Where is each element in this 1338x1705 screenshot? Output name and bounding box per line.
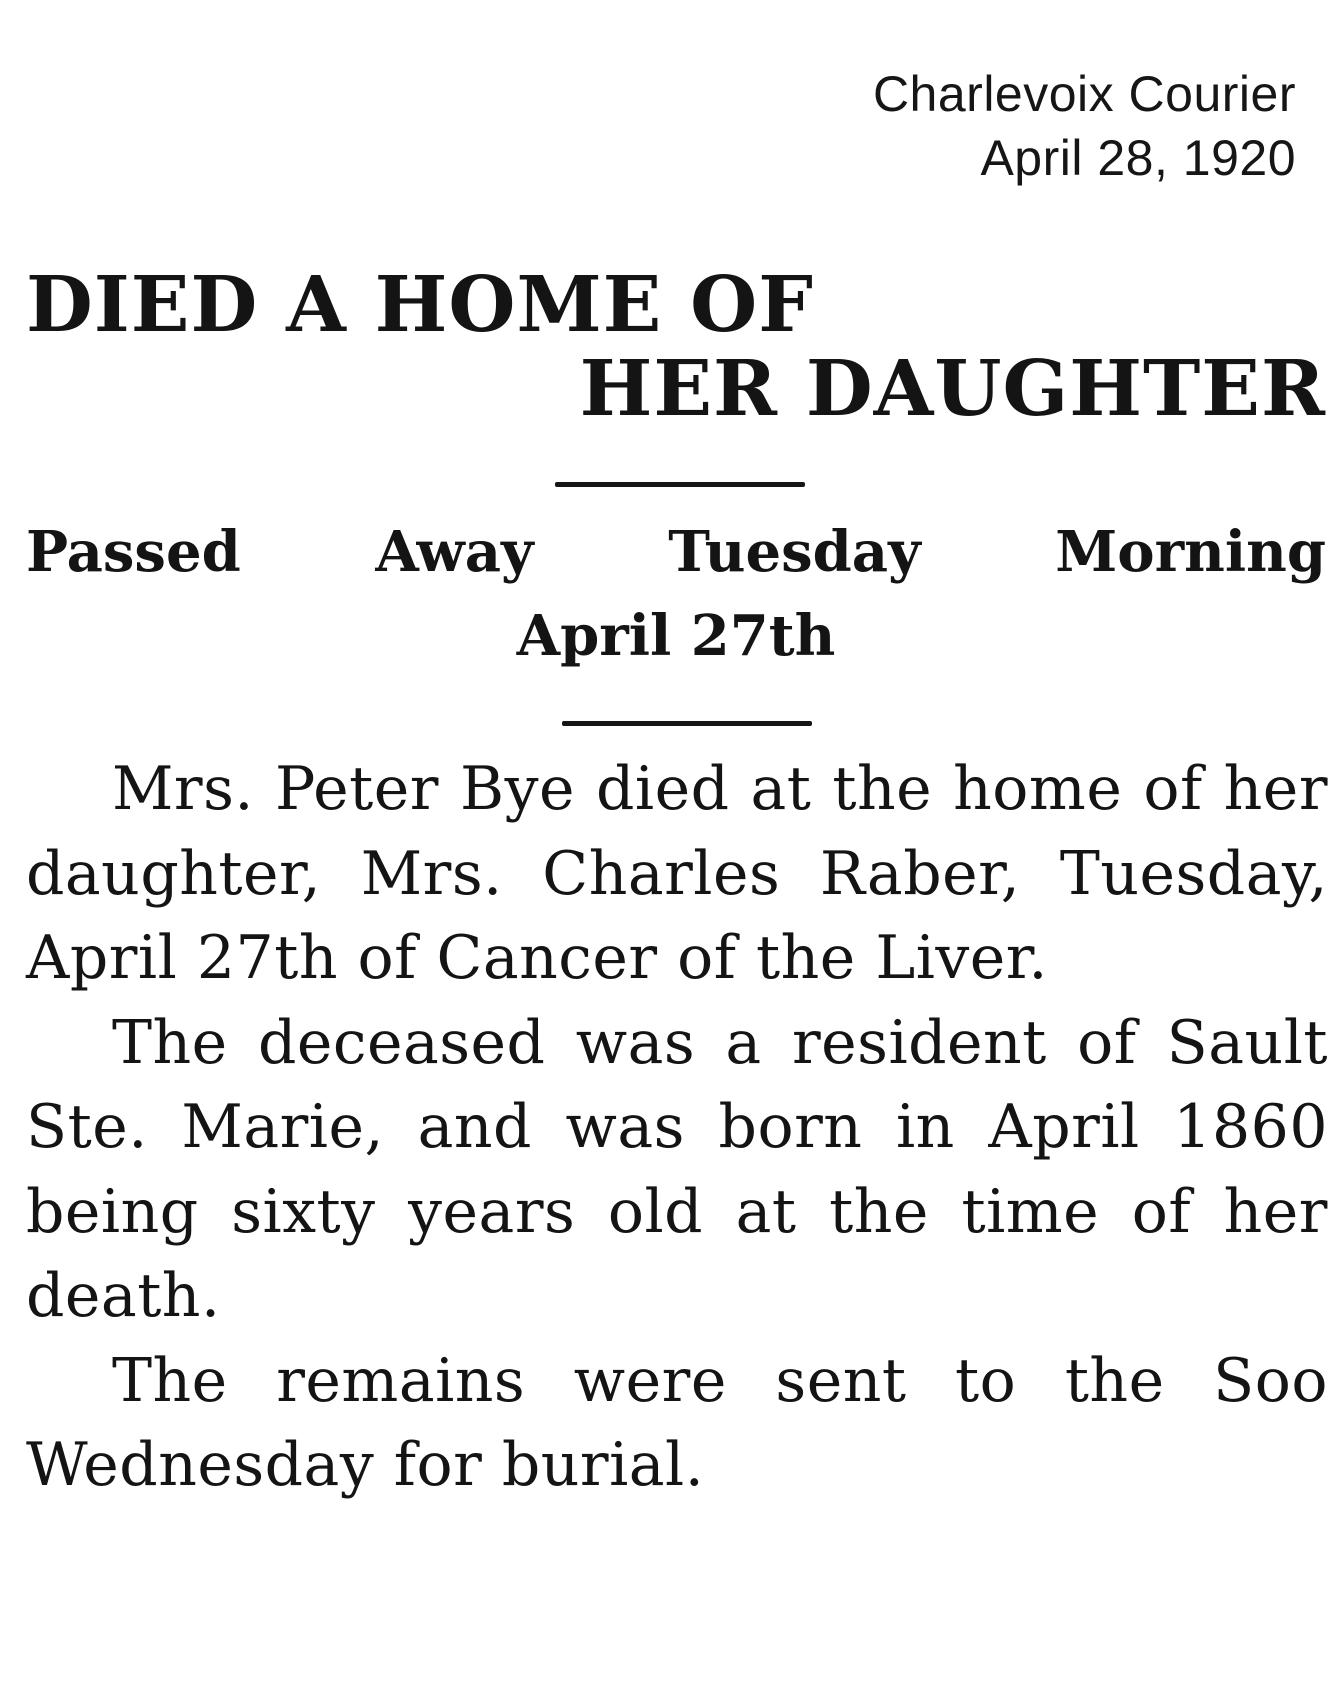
divider-rule-bottom <box>562 721 812 726</box>
article-paragraph: The deceased was a resident of Sault Ste. Marie, and was born in April 1860 being sixty years old at the time of her death. <box>26 1007 1328 1331</box>
subheadline-word: Morning <box>1055 519 1326 585</box>
source-citation <box>873 62 1296 190</box>
subheadline-line-2: April 27th <box>516 603 836 669</box>
subheadline-word: Tuesday <box>668 519 921 585</box>
publication-date: April 28, 1920 <box>980 130 1296 186</box>
subheadline-word: Passed <box>26 519 241 585</box>
article-paragraph: The remains were sent to the Soo Wednesday for burial. <box>26 1345 1328 1500</box>
divider-rule-top <box>555 482 805 487</box>
headline-line-2: HER DAUGHTER <box>579 344 1326 434</box>
article-paragraph: Mrs. Peter Bye died at the home of her daughter, Mrs. Charles Raber, Tuesday, April 27th of Cancer of the Liver. <box>26 754 1328 993</box>
publication-name: Charlevoix Courier <box>872 66 1296 122</box>
article-body <box>26 747 1328 1508</box>
subheadline-line-1 <box>26 510 1326 594</box>
subheadline-word: Away <box>375 519 534 585</box>
headline-line-1: DIED A HOME OF <box>26 260 814 350</box>
